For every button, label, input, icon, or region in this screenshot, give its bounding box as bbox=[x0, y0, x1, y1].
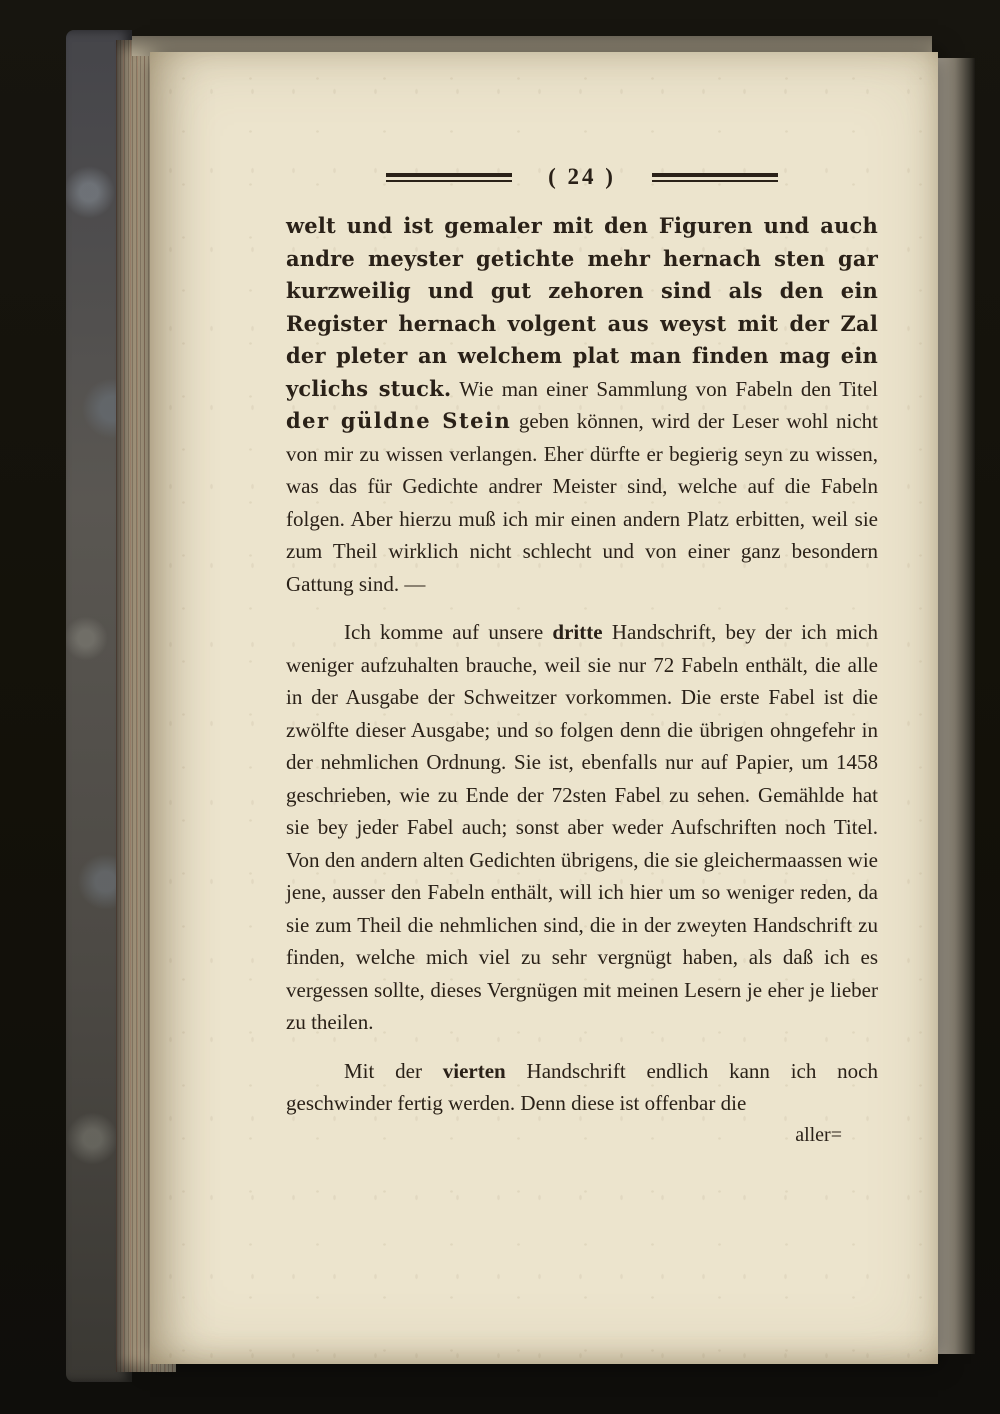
paragraph-2 bbox=[286, 616, 878, 1039]
body-text-run: geben können, wird der Leser wohl nicht von mir zu wissen verlangen. Eher dürfte er begierig seyn zu wissen, was das für Gedichte andrer Meister sind, welche auf die Fabeln folgen. Aber hierzu muß ich mir einen andern Platz erbitten, weil sie zum Theil wirklich nicht schlecht und von einer ganz besondern Gattung sind. — bbox=[286, 409, 878, 596]
body-text-run: Mit der bbox=[344, 1058, 443, 1083]
catchword: aller= bbox=[795, 1123, 842, 1146]
page-content bbox=[150, 52, 938, 1147]
body-text-run: Ich komme auf unsere bbox=[344, 620, 553, 644]
emphasized-word: vierten bbox=[442, 1058, 506, 1083]
blackletter-quote-text: welt und ist gemaler mit den Figuren und auch andre meyster getichte mehr hernach sten gar kurzweilig und gut zehoren sind als den ein Register hernach volgent aus weyst mit der Zal der pleter an welchem plat man finden mag ein yclichs stuck. bbox=[286, 213, 878, 401]
page-header bbox=[286, 164, 878, 190]
paragraph-1 bbox=[286, 210, 878, 600]
header-rule-left bbox=[386, 173, 512, 182]
page-number: ( 24 ) bbox=[548, 164, 616, 189]
emphasized-title: der güldne Stein bbox=[286, 408, 512, 433]
body-text-run: Handschrift, bey der ich mich weniger aufzuhalten brauche, weil sie nur 72 Fabeln enthält, die alle in der Ausgabe der Schweitzer vorkommen. Die erste Fabel ist die zwölfte dieser Ausgabe; und so folgen denn die übrigen ohngefehr in der nehmlichen Ordnung. Sie ist, ebenfalls nur auf Papier, um 1458 geschrieben, wie zu Ende der 72sten Fabel zu sehen. Gemählde hat sie bey jeder Fabel auch; sonst aber weder Aufschriften noch Titel. Von den andern alten Gedichten übrigens, die sie gleichermaassen wie jene, ausser den Fabeln enthält, will ich hier um so weniger reden, da sie zum Theil die nehmlichen sind, die in der zweyten Handschrift zu finden, welche mich viel zu sehr vergnügt haben, als daß ich es vergessen sollte, dieses Vergnügen mit meinen Lesern je eher je lieber zu theilen. bbox=[286, 620, 878, 1034]
paragraph-3 bbox=[286, 1055, 878, 1120]
emphasized-word: dritte bbox=[552, 620, 603, 644]
body-text-run: Handschrift endlich kann ich noch geschwinder fertig werden. Denn diese ist offenbar die bbox=[286, 1058, 878, 1115]
next-page-fore-edge bbox=[938, 58, 975, 1354]
header-rule-right bbox=[652, 173, 778, 182]
body-text-run: Wie man einer Sammlung von Fabeln den Titel bbox=[451, 376, 878, 401]
book-page bbox=[150, 52, 938, 1364]
